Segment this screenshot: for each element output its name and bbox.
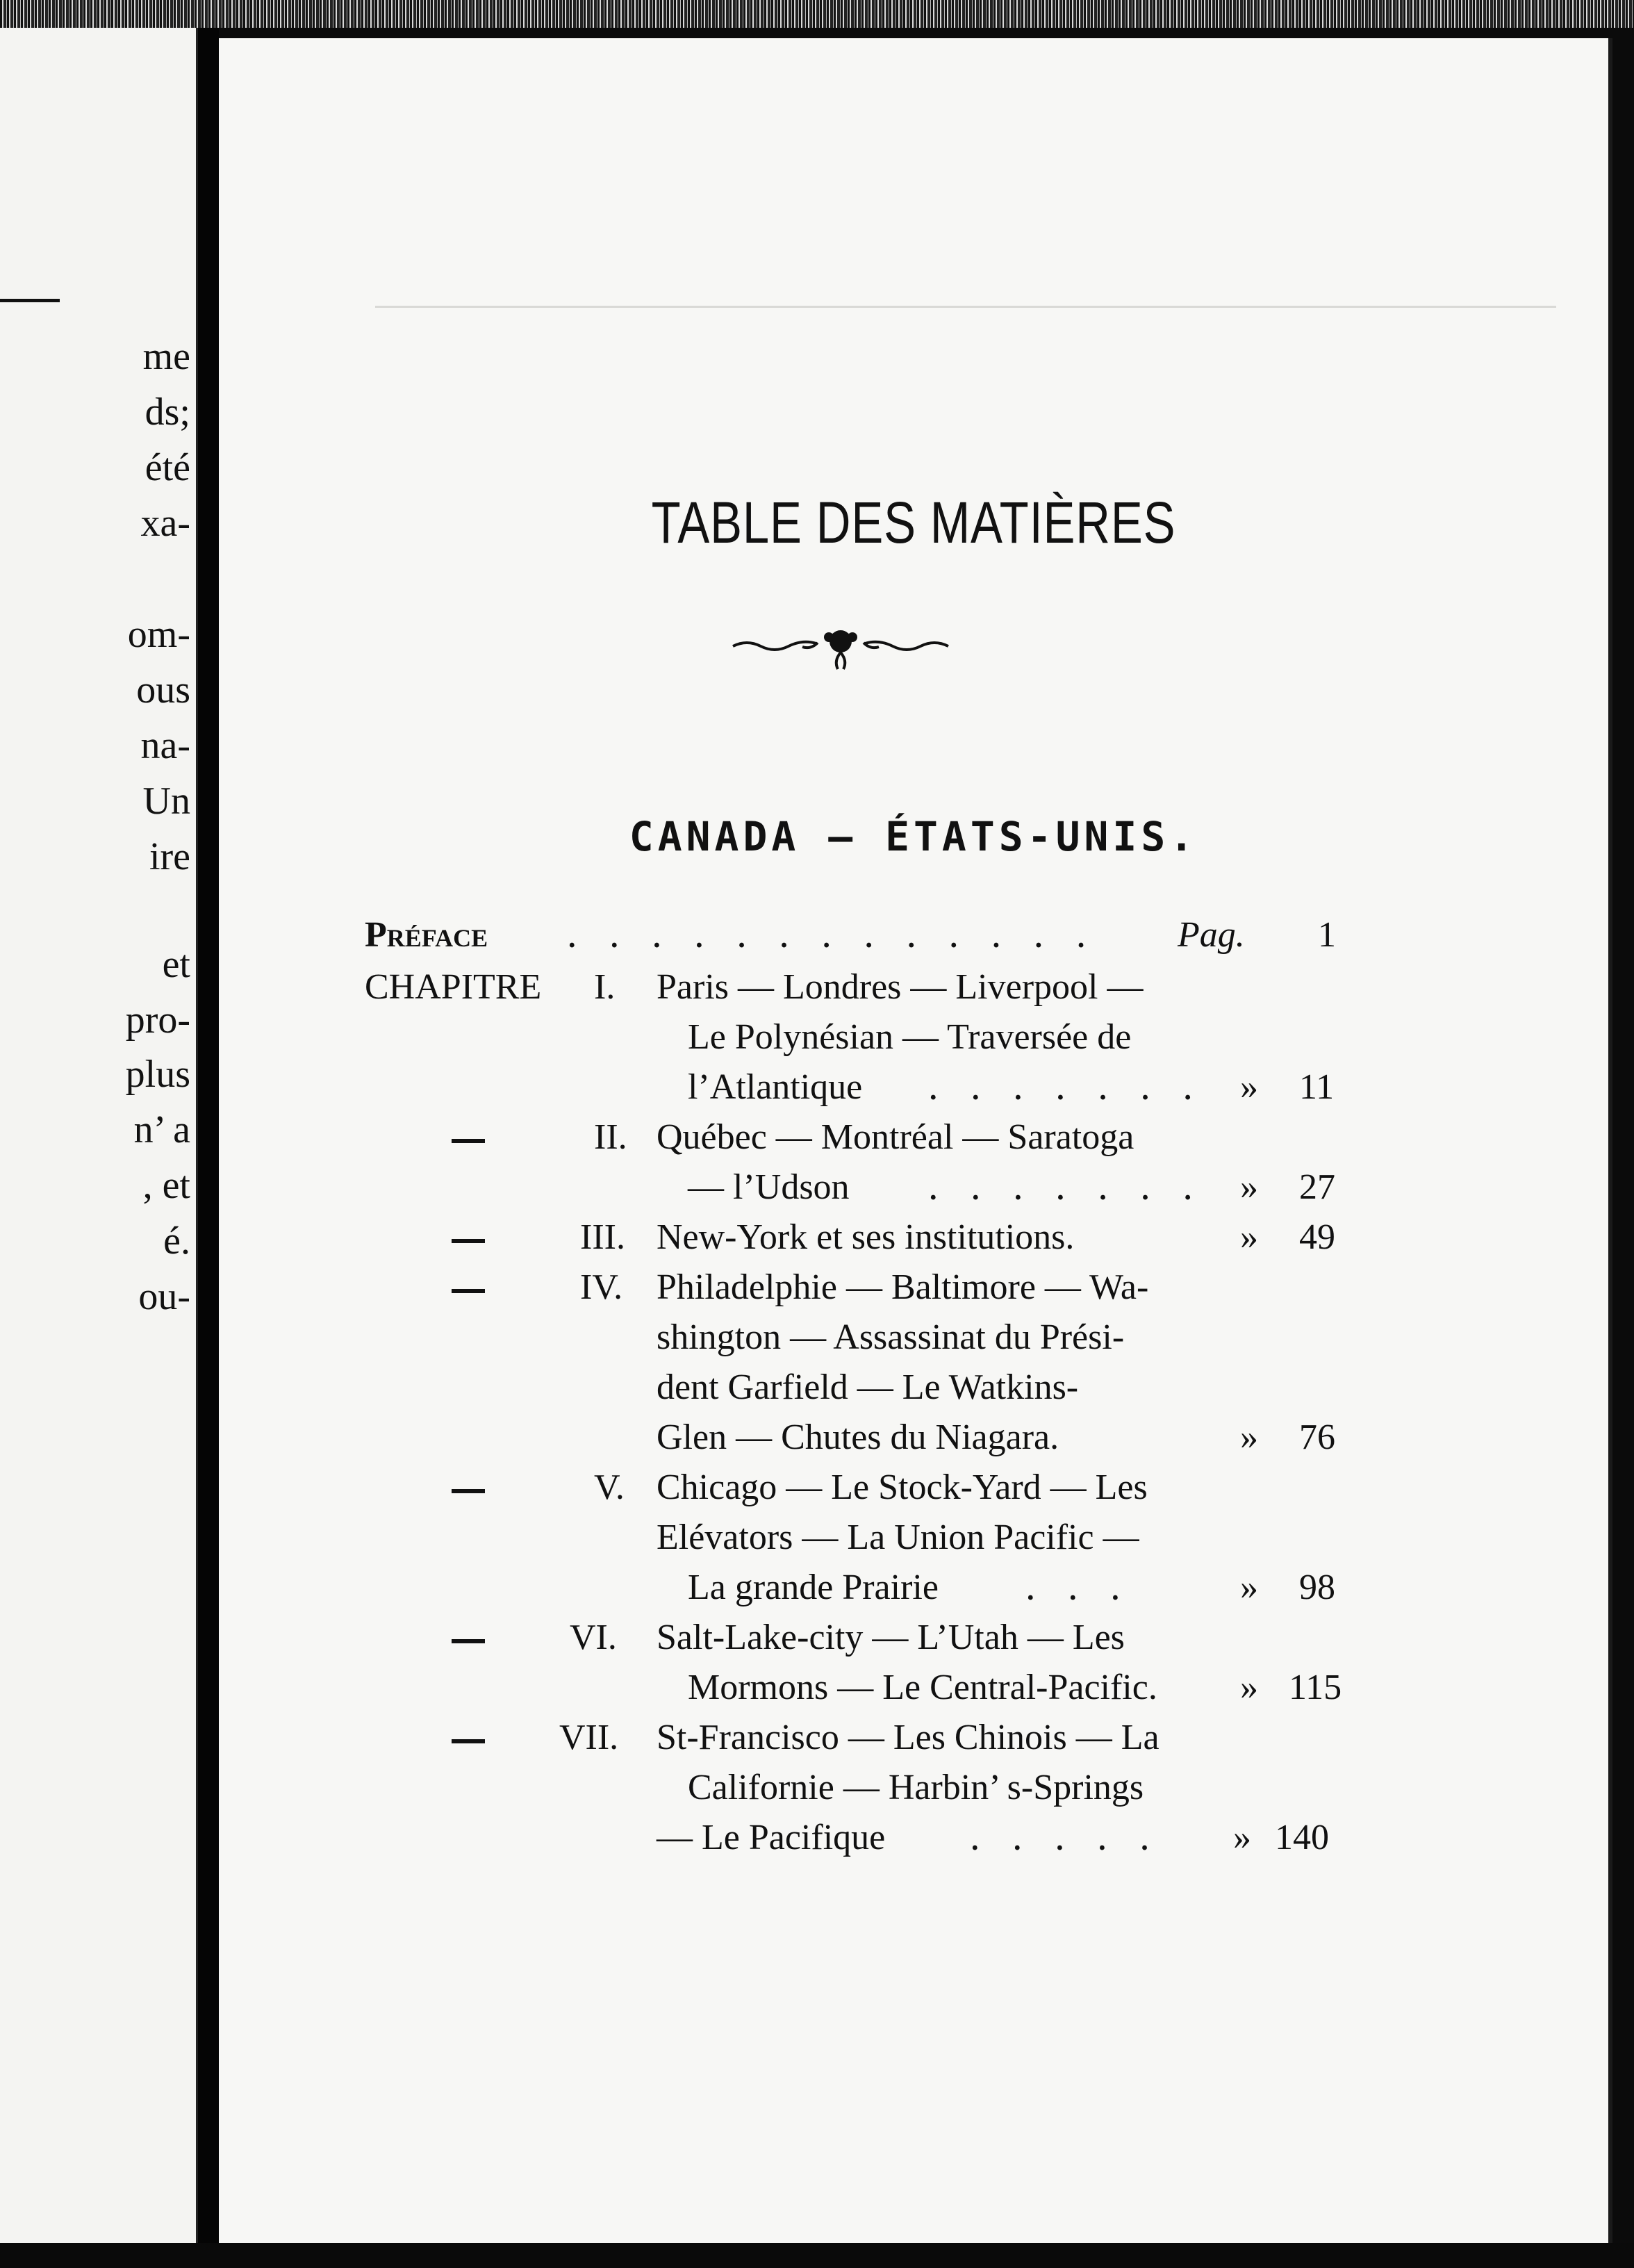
ditto-mark: » [1240, 1668, 1258, 1707]
facing-text-fragment: é. [163, 1219, 190, 1263]
chapter-title-line: dent Garfield — Le Watkins- [657, 1367, 1079, 1407]
chapter-title-line: — Le Pacifique [657, 1818, 886, 1857]
facing-text-fragment: na- [140, 724, 190, 767]
preface-label: Préface [365, 915, 488, 955]
chapter-title-line: l’Atlantique [688, 1067, 863, 1107]
facing-text-fragment: om- [127, 613, 190, 656]
scan-noise-strip [0, 0, 1634, 28]
facing-text-fragment: et [162, 943, 190, 986]
chapter-number: I. [594, 967, 616, 1007]
page-number: 76 [1299, 1418, 1335, 1457]
facing-text-fragment: , et [142, 1164, 190, 1207]
facing-text-fragment: ds; [145, 391, 190, 434]
ditto-mark: » [1240, 1418, 1258, 1457]
ditto-dash [452, 1289, 485, 1293]
chapter-title-line: — l’Udson [688, 1167, 850, 1207]
page-number: 115 [1289, 1668, 1342, 1707]
facing-text-fragment: ous [136, 668, 190, 712]
chapter-number: IV. [580, 1267, 623, 1307]
facing-text-fragment: me [142, 335, 190, 378]
facing-text-fragment: ou- [138, 1275, 190, 1318]
leader-dots: . . . . . [969, 1817, 1160, 1859]
chapter-number: III. [580, 1217, 625, 1257]
ditto-mark: » [1233, 1818, 1251, 1857]
facing-text-fragment: n’ a [133, 1108, 190, 1151]
toc-page [219, 38, 1612, 2244]
chapter-title-line: Le Polynésian — Traversée de [688, 1017, 1132, 1057]
chapter-title-line: Mormons — Le Central-Pacific. [688, 1668, 1157, 1707]
ditto-dash [452, 1239, 485, 1243]
chapter-number: II. [594, 1117, 627, 1157]
ditto-dash [452, 1139, 485, 1143]
chapter-title-line: shington — Assassinat du Prési- [657, 1317, 1125, 1357]
page-title: TABLE DES MATIÈRES [651, 490, 1176, 555]
chapter-title-line: La grande Prairie [688, 1568, 939, 1607]
facing-text-fragment: xa- [140, 502, 190, 545]
section-heading: CANADA — ÉTATS-UNIS. [629, 813, 1198, 860]
chapter-title-line: Glen — Chutes du Niagara. [657, 1418, 1059, 1457]
chapter-title-line: New-York et ses institutions. [657, 1217, 1075, 1257]
facing-page [0, 28, 198, 2243]
leader-dots: . . . . . . . . . . . . . [566, 914, 1097, 956]
facing-text-fragment: Un [142, 780, 190, 823]
ditto-mark: » [1240, 1568, 1258, 1607]
ditto-mark: » [1240, 1167, 1258, 1207]
chapter-title-line: Paris — Londres — Liverpool — [657, 967, 1144, 1007]
book-gutter [198, 28, 219, 2243]
facing-text-fragment: ire [149, 835, 190, 878]
facing-page-rule [0, 299, 60, 302]
page-number: 49 [1299, 1217, 1335, 1257]
facing-text-fragment: été [145, 446, 190, 489]
chapter-title-line: Philadelphie — Baltimore — Wa- [657, 1267, 1149, 1307]
page-number: 11 [1299, 1067, 1335, 1107]
page-number: 140 [1275, 1818, 1329, 1857]
ditto-mark: » [1240, 1217, 1258, 1257]
table-of-contents [219, 38, 1608, 2244]
chapitre-label: CHAPITRE [365, 967, 542, 1007]
chapter-number: VI. [570, 1618, 617, 1657]
chapter-title-line: Californie — Harbin’ s-Springs [688, 1768, 1144, 1807]
chapter-title-line: St-Francisco — Les Chinois — La [657, 1718, 1160, 1757]
chapter-title-line: Salt-Lake-city — L’Utah — Les [657, 1618, 1125, 1657]
leader-dots: . . . . . . . [927, 1167, 1203, 1208]
chapter-title-line: Québec — Montréal — Saratoga [657, 1117, 1134, 1157]
page-number: 27 [1299, 1167, 1335, 1207]
facing-text-fragment: pro- [125, 999, 190, 1042]
scan-bottom-edge [0, 2243, 1634, 2268]
pag-label: Pag. [1178, 915, 1245, 955]
leader-dots: . . . [1025, 1567, 1131, 1609]
ditto-dash [452, 1639, 485, 1643]
chapter-title-line: Chicago — Le Stock-Yard — Les [657, 1468, 1148, 1507]
chapter-title-line: Elévators — La Union Pacific — [657, 1518, 1139, 1557]
facing-text-fragment: plus [125, 1053, 190, 1096]
chapter-number: V. [594, 1468, 625, 1507]
ditto-dash [452, 1489, 485, 1493]
chapter-number: VII. [559, 1718, 619, 1757]
page-number: 98 [1299, 1568, 1335, 1607]
ditto-mark: » [1240, 1067, 1258, 1107]
page-number: 1 [1318, 915, 1336, 955]
leader-dots: . . . . . . . [927, 1067, 1203, 1108]
ditto-dash [452, 1739, 485, 1743]
